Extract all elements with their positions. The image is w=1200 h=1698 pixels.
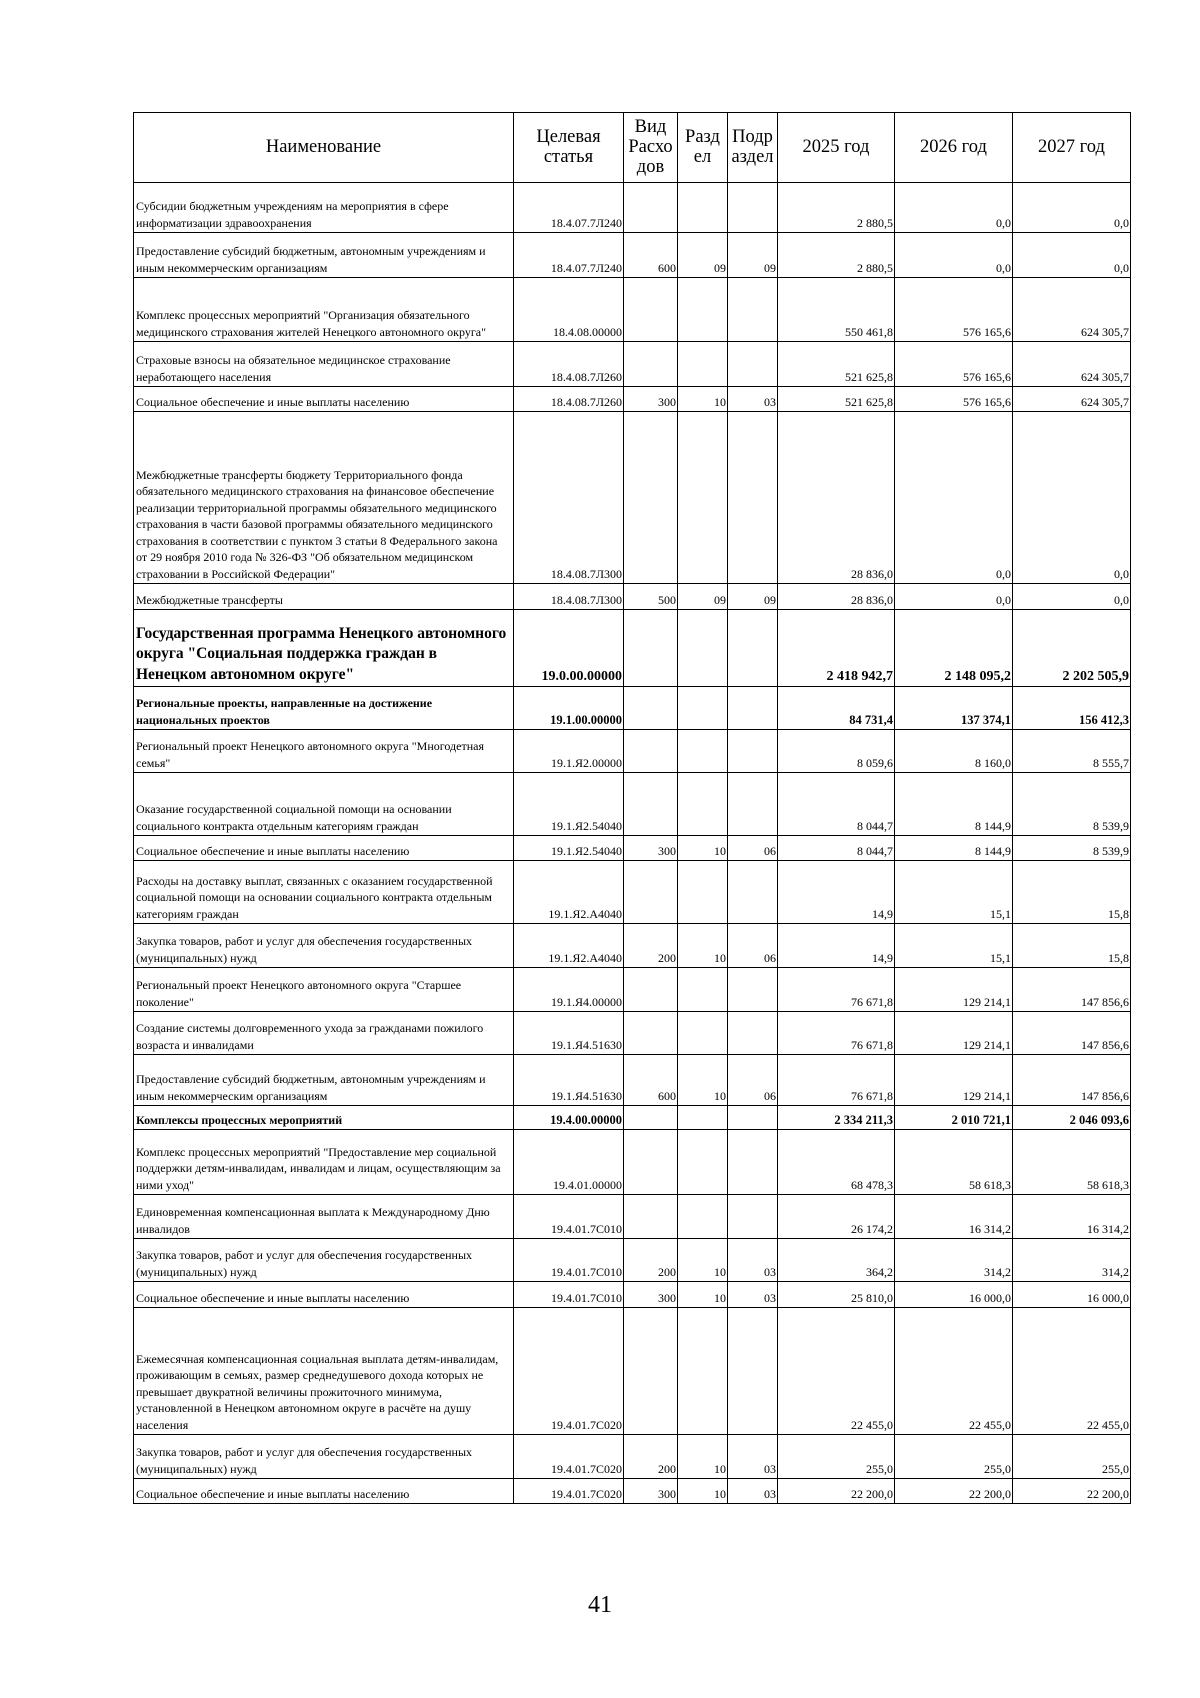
table-row [134,687,1131,730]
row-2025: 28 836,0 [778,584,895,610]
row-2027: 0,0 [1013,412,1131,584]
page-number: 41 [588,1592,612,1618]
table-row [134,1239,1131,1282]
row-name: Расходы на доставку выплат, связанных с оказанием государственной социальной помощи на основании социального контракта отдельным категориям граждан [134,861,514,924]
row-2026: 2 010 721,1 [895,1106,1013,1130]
row-name: Предоставление субсидий бюджетным, автономным учреждениям и иным некоммерческим организациям [134,233,514,278]
row-2027: 2 046 093,6 [1013,1106,1131,1130]
row-2026: 129 214,1 [895,1055,1013,1106]
row-podr: 09 [728,233,778,278]
row-name: Межбюджетные трансферты [134,584,514,610]
table-row [134,1130,1131,1195]
table-row [134,1195,1131,1239]
row-2025: 76 671,8 [778,1012,895,1055]
row-2027: 0,0 [1013,584,1131,610]
row-2025: 2 334 211,3 [778,1106,895,1130]
row-2025: 2 880,5 [778,183,895,233]
row-name: Страховые взносы на обязательное медицинское страхование неработающего населения [134,342,514,387]
row-2026: 0,0 [895,183,1013,233]
row-2025: 8 059,6 [778,730,895,773]
row-2026: 16 314,2 [895,1195,1013,1239]
row-2025: 14,9 [778,861,895,924]
row-podr [728,1130,778,1195]
row-2027: 15,8 [1013,924,1131,968]
table-row [134,861,1131,924]
row-vid [624,730,678,773]
row-2026: 576 165,6 [895,387,1013,412]
row-target: 19.1.Я2.00000 [514,730,624,773]
row-2025: 76 671,8 [778,968,895,1012]
row-2025: 521 625,8 [778,387,895,412]
row-vid: 200 [624,1435,678,1479]
row-name: Региональные проекты, направленные на достижение национальных проектов [134,687,514,730]
table-row [134,412,1131,584]
row-2025: 22 455,0 [778,1308,895,1435]
row-razd [678,412,728,584]
row-2026: 22 455,0 [895,1308,1013,1435]
table-row [134,730,1131,773]
row-vid [624,968,678,1012]
table-row [134,1282,1131,1308]
table-row [134,1055,1131,1106]
row-2025: 84 731,4 [778,687,895,730]
table-body [134,183,1131,1504]
row-vid [624,773,678,836]
row-2025: 255,0 [778,1435,895,1479]
row-target: 19.4.01.7С010 [514,1239,624,1282]
row-name: Закупка товаров, работ и услуг для обеспечения государственных (муниципальных) нужд [134,1239,514,1282]
row-name: Комплекс процессных мероприятий "Организация обязательного медицинского страхования жителей Ненецкого автономного округа" [134,278,514,342]
row-podr [728,1106,778,1130]
row-razd [678,687,728,730]
row-2027: 8 539,9 [1013,836,1131,861]
header-2025: 2025 год [778,113,895,183]
row-vid [624,1195,678,1239]
row-podr: 03 [728,1435,778,1479]
row-2027: 147 856,6 [1013,1012,1131,1055]
table-row [134,1012,1131,1055]
row-vid: 300 [624,387,678,412]
row-2026: 16 000,0 [895,1282,1013,1308]
row-2027: 58 618,3 [1013,1130,1131,1195]
row-vid [624,183,678,233]
row-2025: 28 836,0 [778,412,895,584]
table-row [134,387,1131,412]
row-2027: 147 856,6 [1013,1055,1131,1106]
row-target: 18.4.08.7Л260 [514,387,624,412]
row-razd: 09 [678,584,728,610]
row-podr: 03 [728,387,778,412]
row-target: 18.4.08.7Л300 [514,412,624,584]
header-row [134,113,1131,183]
row-2027: 0,0 [1013,183,1131,233]
row-2026: 255,0 [895,1435,1013,1479]
row-vid [624,412,678,584]
row-2027: 16 314,2 [1013,1195,1131,1239]
row-podr [728,1308,778,1435]
table-row [134,278,1131,342]
row-target: 19.1.Я2.54040 [514,773,624,836]
row-razd [678,278,728,342]
row-podr: 06 [728,1055,778,1106]
row-2025: 8 044,7 [778,773,895,836]
row-vid [624,1130,678,1195]
row-podr [728,968,778,1012]
row-2025: 8 044,7 [778,836,895,861]
row-podr: 06 [728,836,778,861]
table-row [134,1435,1131,1479]
header-target: Целевая статья [514,113,624,183]
row-name: Комплексы процессных мероприятий [134,1106,514,1130]
row-target: 19.4.01.7С020 [514,1308,624,1435]
row-target: 19.4.01.7С010 [514,1282,624,1308]
row-podr [728,687,778,730]
row-2026: 8 144,9 [895,836,1013,861]
table-row [134,924,1131,968]
row-2027: 624 305,7 [1013,278,1131,342]
row-vid [624,342,678,387]
row-target: 19.1.Я4.00000 [514,968,624,1012]
row-name: Социальное обеспечение и иные выплаты населению [134,1479,514,1504]
row-2025: 68 478,3 [778,1130,895,1195]
row-podr [728,730,778,773]
row-vid [624,1308,678,1435]
row-2027: 255,0 [1013,1435,1131,1479]
row-razd [678,610,728,687]
row-vid [624,278,678,342]
table-row [134,610,1131,687]
row-target: 19.1.00.00000 [514,687,624,730]
table-row [134,342,1131,387]
row-target: 19.1.Я2.А4040 [514,924,624,968]
row-vid [624,1106,678,1130]
row-2025: 2 418 942,7 [778,610,895,687]
header-razd: Разд ел [678,113,728,183]
row-razd [678,1308,728,1435]
header-2026: 2026 год [895,113,1013,183]
row-2026: 0,0 [895,233,1013,278]
row-razd: 10 [678,1435,728,1479]
row-podr [728,342,778,387]
row-name: Оказание государственной социальной помощи на основании социального контракта отдельным категориям граждан [134,773,514,836]
row-target: 19.1.Я2.54040 [514,836,624,861]
row-podr: 09 [728,584,778,610]
table-row [134,968,1131,1012]
row-name: Межбюджетные трансферты бюджету Территориального фонда обязательного медицинского страхования на финансовое обеспечение реализации территориальной программы обязательного медицинского страхования в части базовой программы обязательного медицинского страхования в соответствии с пунктом 3 статьи 8 Федерального закона от 29 ноября 2010 года № 326-ФЗ "Об обязательном медицинском страховании в Российской Федерации" [134,412,514,584]
row-razd: 10 [678,1282,728,1308]
row-target: 19.1.Я2.А4040 [514,861,624,924]
row-name: Региональный проект Ненецкого автономного округа "Многодетная семья" [134,730,514,773]
row-2025: 76 671,8 [778,1055,895,1106]
row-target: 18.4.08.7Л260 [514,342,624,387]
row-2026: 129 214,1 [895,1012,1013,1055]
row-podr [728,412,778,584]
row-2026: 58 618,3 [895,1130,1013,1195]
table-row [134,1479,1131,1504]
row-razd [678,968,728,1012]
row-razd: 10 [678,924,728,968]
row-vid: 300 [624,1479,678,1504]
row-name: Ежемесячная компенсационная социальная выплата детям-инвалидам, проживающим в семьях, размер среднедушевого дохода которых не превышает двукратной величины прожиточного минимума, установленной в Ненецком автономном округе в расчёте на душу населения [134,1308,514,1435]
budget-table [133,112,1131,1504]
row-target: 19.4.01.7С020 [514,1435,624,1479]
row-target: 19.4.01.00000 [514,1130,624,1195]
row-vid [624,687,678,730]
row-target: 19.4.00.00000 [514,1106,624,1130]
row-razd [678,1012,728,1055]
row-2026: 314,2 [895,1239,1013,1282]
row-podr [728,773,778,836]
row-razd [678,861,728,924]
table-row [134,584,1131,610]
row-vid: 200 [624,1239,678,1282]
row-2027: 156 412,3 [1013,687,1131,730]
row-2025: 550 461,8 [778,278,895,342]
row-2026: 8 160,0 [895,730,1013,773]
row-target: 18.4.08.7Л300 [514,584,624,610]
row-razd: 10 [678,387,728,412]
row-razd [678,730,728,773]
row-target: 18.4.08.00000 [514,278,624,342]
row-name: Единовременная компенсационная выплата к Международному Дню инвалидов [134,1195,514,1239]
row-2026: 15,1 [895,861,1013,924]
row-2027: 15,8 [1013,861,1131,924]
row-vid: 500 [624,584,678,610]
row-2025: 364,2 [778,1239,895,1282]
row-podr: 03 [728,1282,778,1308]
row-2027: 8 539,9 [1013,773,1131,836]
table-row [134,1106,1131,1130]
row-razd [678,1195,728,1239]
row-target: 18.4.07.7Л240 [514,233,624,278]
row-name: Субсидии бюджетным учреждениям на мероприятия в сфере информатизации здравоохранения [134,183,514,233]
row-razd: 09 [678,233,728,278]
row-podr: 03 [728,1479,778,1504]
row-podr [728,610,778,687]
row-vid [624,610,678,687]
header-2027: 2027 год [1013,113,1131,183]
row-2026: 576 165,6 [895,342,1013,387]
header-vid: Вид Расхо дов [624,113,678,183]
row-razd [678,1130,728,1195]
row-podr [728,183,778,233]
row-podr: 03 [728,1239,778,1282]
row-2025: 22 200,0 [778,1479,895,1504]
row-target: 19.1.Я4.51630 [514,1055,624,1106]
row-target: 19.1.Я4.51630 [514,1012,624,1055]
row-name: Закупка товаров, работ и услуг для обеспечения государственных (муниципальных) нужд [134,924,514,968]
row-2025: 521 625,8 [778,342,895,387]
row-name: Социальное обеспечение и иные выплаты населению [134,387,514,412]
row-name: Региональный проект Ненецкого автономного округа "Старшее поколение" [134,968,514,1012]
row-razd [678,183,728,233]
row-2027: 8 555,7 [1013,730,1131,773]
row-2026: 2 148 095,2 [895,610,1013,687]
row-2027: 314,2 [1013,1239,1131,1282]
row-razd [678,1106,728,1130]
row-2027: 147 856,6 [1013,968,1131,1012]
row-name: Социальное обеспечение и иные выплаты населению [134,836,514,861]
row-2026: 15,1 [895,924,1013,968]
row-vid: 300 [624,836,678,861]
row-name: Предоставление субсидий бюджетным, автономным учреждениям и иным некоммерческим организациям [134,1055,514,1106]
row-razd: 10 [678,1479,728,1504]
row-2027: 22 455,0 [1013,1308,1131,1435]
row-2026: 0,0 [895,412,1013,584]
table-row [134,183,1131,233]
row-2027: 624 305,7 [1013,387,1131,412]
header-podr: Подр аздел [728,113,778,183]
row-podr [728,1195,778,1239]
row-razd: 10 [678,1055,728,1106]
row-target: 19.4.01.7С020 [514,1479,624,1504]
row-2026: 8 144,9 [895,773,1013,836]
row-name: Государственная программа Ненецкого автономного округа "Социальная поддержка граждан в Ненецком автономном округе" [134,610,514,687]
row-name: Комплекс процессных мероприятий "Предоставление мер социальной поддержки детям-инвалидам, инвалидам и лицам, осуществляющим за ними уход" [134,1130,514,1195]
table-row [134,773,1131,836]
table-row [134,233,1131,278]
row-target: 19.4.01.7С010 [514,1195,624,1239]
table-row [134,836,1131,861]
row-vid: 600 [624,1055,678,1106]
row-2027: 624 305,7 [1013,342,1131,387]
row-razd: 10 [678,1239,728,1282]
row-name: Социальное обеспечение и иные выплаты населению [134,1282,514,1308]
row-podr [728,861,778,924]
row-target: 19.0.00.00000 [514,610,624,687]
row-podr: 06 [728,924,778,968]
row-name: Создание системы долговременного ухода за гражданами пожилого возраста и инвалидами [134,1012,514,1055]
row-2026: 22 200,0 [895,1479,1013,1504]
row-2025: 14,9 [778,924,895,968]
row-2025: 25 810,0 [778,1282,895,1308]
row-2027: 22 200,0 [1013,1479,1131,1504]
row-2026: 129 214,1 [895,968,1013,1012]
row-2027: 16 000,0 [1013,1282,1131,1308]
row-name: Закупка товаров, работ и услуг для обеспечения государственных (муниципальных) нужд [134,1435,514,1479]
row-vid: 600 [624,233,678,278]
row-vid: 300 [624,1282,678,1308]
row-2026: 137 374,1 [895,687,1013,730]
row-podr [728,278,778,342]
row-vid [624,861,678,924]
row-2027: 2 202 505,9 [1013,610,1131,687]
table-row [134,1308,1131,1435]
row-2026: 576 165,6 [895,278,1013,342]
row-vid: 200 [624,924,678,968]
row-razd [678,342,728,387]
row-target: 18.4.07.7Л240 [514,183,624,233]
row-2025: 26 174,2 [778,1195,895,1239]
row-2027: 0,0 [1013,233,1131,278]
row-2026: 0,0 [895,584,1013,610]
row-razd [678,773,728,836]
row-vid [624,1012,678,1055]
header-name: Наименование [134,113,514,183]
row-razd: 10 [678,836,728,861]
row-podr [728,1012,778,1055]
row-2025: 2 880,5 [778,233,895,278]
